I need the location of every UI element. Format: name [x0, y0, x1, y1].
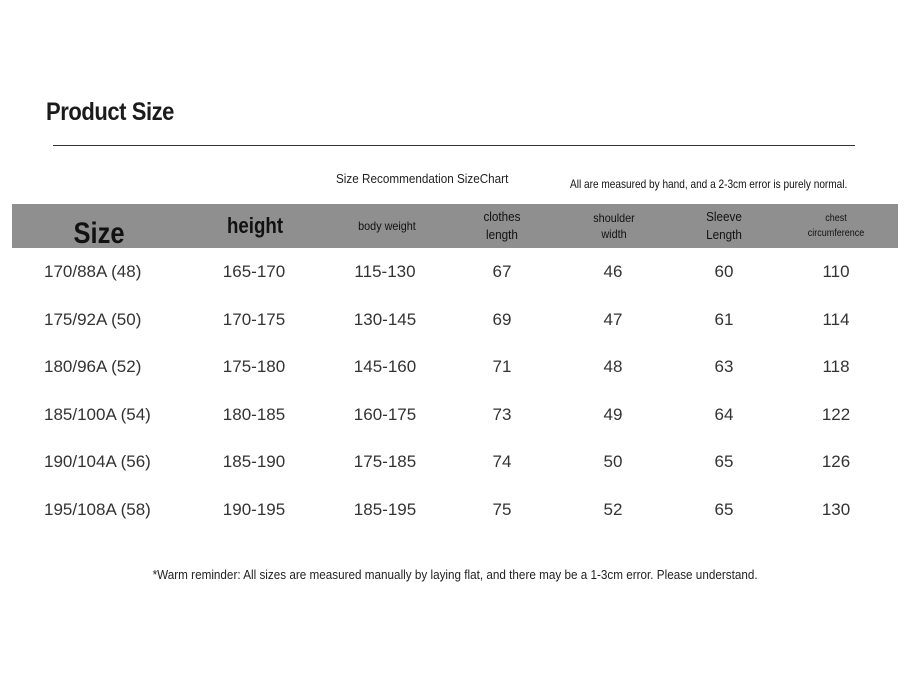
cell-chest-circumference: 122	[821, 404, 851, 424]
cell-body-weight: 130-145	[353, 309, 417, 329]
title-divider	[53, 145, 855, 146]
cell-size: 180/96A (52)	[44, 357, 142, 377]
cell-size: 170/88A (48)	[44, 262, 142, 281]
cell-clothes-length: 75	[492, 500, 512, 519]
header-height: height	[226, 213, 284, 239]
cell-size: 185/100A (54)	[44, 404, 151, 424]
cell-body-weight: 145-160	[353, 357, 417, 377]
cell-size: 195/108A (58)	[44, 500, 151, 519]
cell-size: 190/104A (56)	[44, 452, 151, 472]
cell-sleeve-length: 65	[714, 452, 734, 472]
cell-clothes-length: 67	[492, 262, 512, 281]
cell-sleeve-length: 64	[714, 404, 734, 424]
cell-body-weight: 185-195	[353, 500, 417, 519]
cell-clothes-length: 73	[492, 404, 512, 424]
cell-shoulder-width: 52	[603, 500, 623, 519]
cell-height: 165-170	[222, 262, 286, 281]
cell-clothes-length: 71	[492, 357, 512, 377]
cell-chest-circumference: 114	[822, 309, 850, 329]
cell-size: 175/92A (50)	[44, 309, 142, 329]
cell-body-weight: 115-130	[354, 262, 416, 281]
cell-clothes-length: 69	[492, 309, 512, 329]
cell-shoulder-width: 48	[603, 357, 623, 377]
cell-shoulder-width: 50	[603, 452, 623, 472]
cell-sleeve-length: 60	[714, 262, 734, 281]
header-sleeve-length: Sleeve Length	[706, 209, 742, 242]
cell-body-weight: 160-175	[353, 404, 417, 424]
cell-clothes-length: 74	[492, 452, 512, 472]
recommendation-label: Size Recommendation SizeChart	[336, 171, 509, 186]
cell-height: 185-190	[222, 452, 286, 472]
header-shoulder-width: shoulder width	[593, 210, 635, 241]
page-title: Product Size	[46, 98, 174, 126]
cell-shoulder-width: 49	[603, 404, 623, 424]
header-size: Size	[73, 216, 125, 250]
cell-height: 180-185	[222, 404, 286, 424]
measure-note: All are measured by hand, and a 2-3cm error is purely normal.	[570, 177, 848, 191]
cell-body-weight: 175-185	[353, 452, 417, 472]
cell-shoulder-width: 46	[603, 262, 623, 281]
header-body-weight: body weight	[358, 218, 416, 233]
cell-height: 170-175	[222, 309, 286, 329]
warm-reminder: *Warm reminder: All sizes are measured manually by laying flat, and there may be a 1-3cm error. Please understand.	[153, 567, 758, 582]
cell-shoulder-width: 47	[603, 309, 623, 329]
cell-chest-circumference: 110	[822, 262, 850, 281]
cell-sleeve-length: 61	[714, 309, 734, 329]
header-chest-circumference: chest circumference	[807, 213, 865, 239]
cell-chest-circumference: 118	[822, 357, 850, 377]
cell-chest-circumference: 130	[821, 500, 851, 519]
cell-height: 175-180	[222, 357, 286, 377]
cell-height: 190-195	[222, 500, 286, 519]
cell-sleeve-length: 63	[714, 357, 734, 377]
header-clothes-length: clothes length	[483, 209, 521, 242]
cell-chest-circumference: 126	[821, 452, 851, 472]
cell-sleeve-length: 65	[714, 500, 734, 519]
